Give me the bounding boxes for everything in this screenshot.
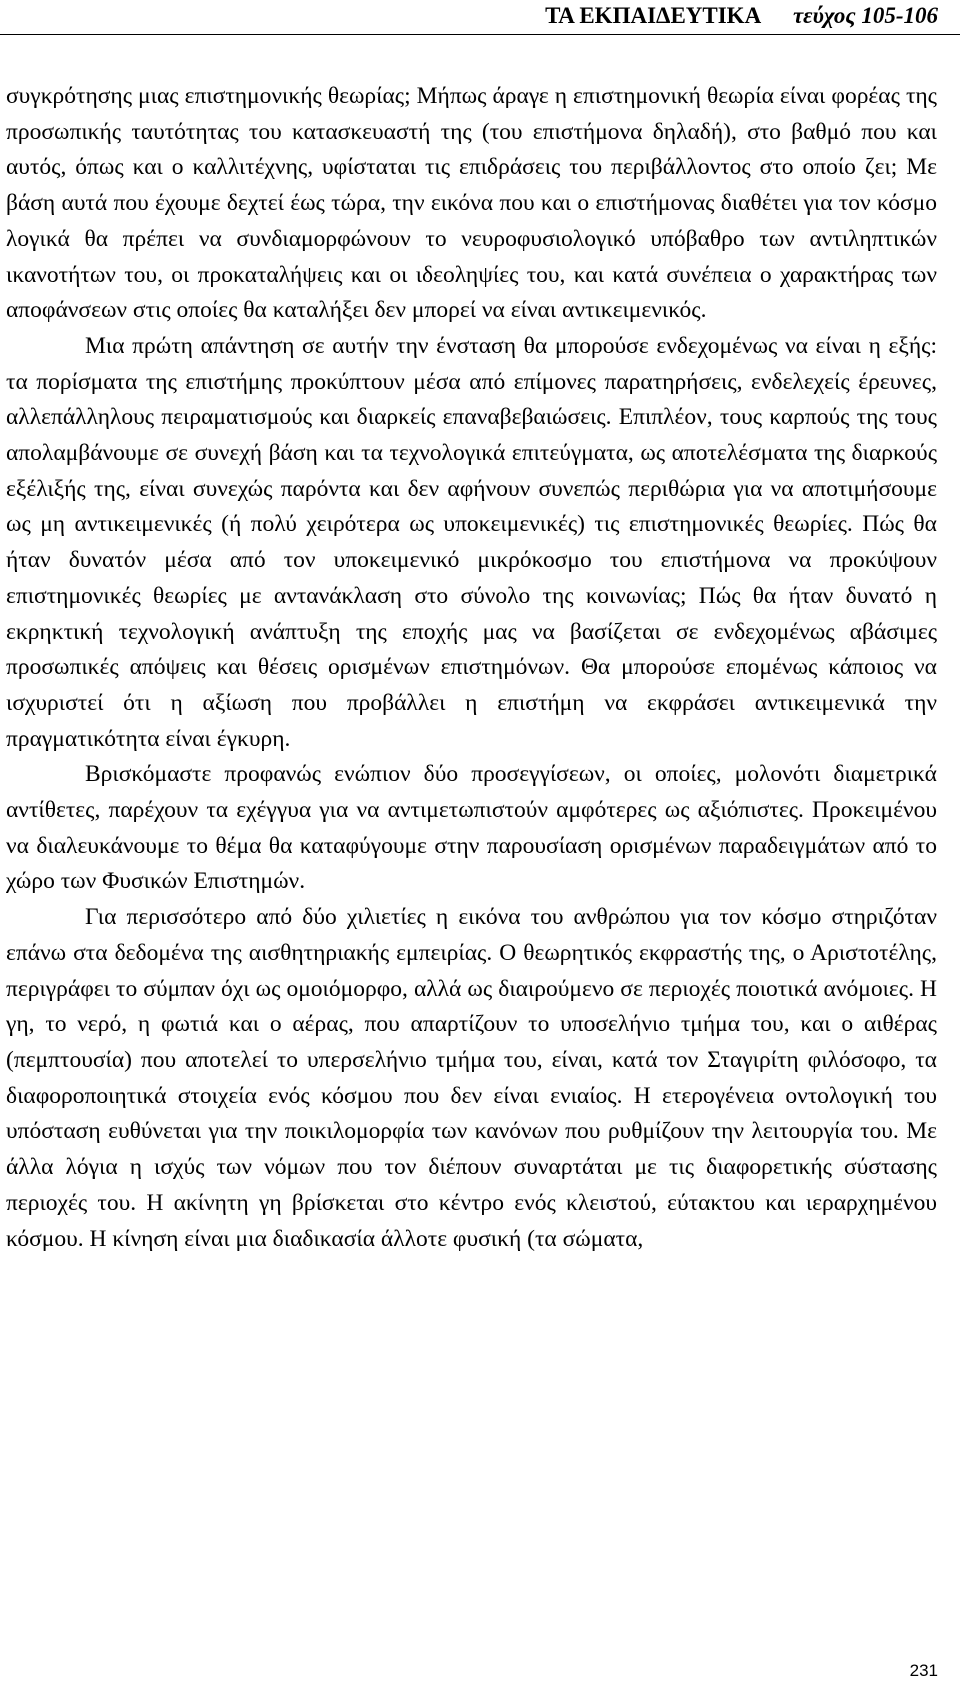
paragraph-1: συγκρότησης μιας επιστημονικής θεωρίας; Μήπως άραγε η επιστημονική θεωρία είναι φορέας της προσωπικής ταυτότητας του κατασκευαστή της (του επιστήμονα δηλαδή), στο βαθμό που και αυτός, όπως και ο καλλιτέχνης, υφίσταται τις επιδράσεις του περιβάλλοντος στο οποίο ζει; Με βάση αυτά που έχουμε δεχτεί έως τώρα, την εικόνα που και ο επιστήμονας διαθέτει για τον κόσμο λογικά θα πρέπει να συνδιαμορφώνουν το νευροφυσιολογικό υπόβαθρο των αντιληπτικών ικανοτήτων του, οι προκαταλήψεις και οι ιδεοληψίες του, και κατά συνέπεια ο χαρακτήρας των αποφάνσεων στις οποίες θα καταλήξει δεν μπορεί να είναι αντικειμενικός. xyxy=(6,83,937,324)
paragraph-4: Για περισσότερο από δύο χιλιετίες η εικόνα του ανθρώπου για τον κόσμο στηριζόταν επάνω στα δεδομένα της αισθητηριακής εμπειρίας. Ο θεωρητικός εκφραστής της, ο Αριστοτέλης, περιγράφει το σύμπαν όχι ως ομοιόμορφο, αλλά ως διαιρούμενο σε περιοχές ποιοτικά ανόμοιες. Η γη, το νερό, η φωτιά και ο αέρας, που απαρτίζουν το υποσελήνιο τμήμα του, και ο αιθέρας (πεμπτουσία) που αποτελεί το υπερσελήνιο τμήμα του, είναι, κατά τον Σταγιρίτη φιλόσοφο, τα διαφοροποιητικά στοιχεία ενός κόσμου που δεν είναι ενιαίος. Η ετερογένεια οντολογική του υπόσταση ευθύνεται για την ποικιλομορφία των κανόνων που ρυθμίζουν την λειτουργία του. Με άλλα λόγια η ισχύς των νόμων που τον διέπουν συναρτάται με τις διαφορετικής σύστασης περιοχές του. Η ακίνητη γη βρίσκεται στο κέντρο ενός κλειστού, εύτακτου και ιεραρχημένου κόσμου. Η κίνηση είναι μια διαδικασία άλλοτε φυσική (τα σώματα, xyxy=(6,904,937,1252)
page-number: 231 xyxy=(909,1661,938,1680)
issue-number: τεύχος 105-106 xyxy=(792,3,938,28)
page-header xyxy=(0,0,960,36)
paragraph-2: Μια πρώτη απάντηση σε αυτήν την ένσταση θα μπορούσε ενδεχομένως να είναι η εξής: τα πορίσματα της επιστήμης προκύπτουν μέσα από επίμονες παρατηρήσεις, ενδελεχείς έρευνες, αλλεπάλληλους πειραματισμούς και διαρκείς επαναβεβαιώσεις. Επιπλέον, τους καρπούς της τους απολαμβάνουμε σε συνεχή βάση και τα τεχνολογικά επιτεύγματα, ως αποτελέσματα της διαρκούς εξέλιξής της, είναι συνεχώς παρόντα και δεν αφήνουν συνεπώς περιθώρια για να αποτιμήσουμε ως μη αντικειμενικές (ή πολύ χειρότερα ως υποκειμενικές) τις επιστημονικές θεωρίες. Πώς θα ήταν δυνατόν μέσα από τον υποκειμενικό μικρόκοσμο του επιστήμονα να προκύψουν επιστημονικές θεωρίες με αντανάκλαση στο σύνολο της κοινωνίας; Πώς θα ήταν δυνατό η εκρηκτική τεχνολογική ανάπτυξη της εποχής μας να βασίζεται σε ενδεχομένως αβάσιμες προσωπικές απόψεις και θέσεις ορισμένων επιστημόνων. Θα μπορούσε επομένως κάποιος να ισχυριστεί ότι η αξίωση που προβάλλει η επιστήμη να εκφράσει αντικειμενικά την πραγματικότητα είναι έγκυρη. xyxy=(6,332,937,752)
running-head xyxy=(545,2,938,30)
article-body xyxy=(6,79,937,1257)
header-rule xyxy=(0,34,960,35)
journal-title: ΤΑ ΕΚΠΑΙΔΕΥΤΙΚΑ xyxy=(545,3,762,28)
paragraph-3: Βρισκόμαστε προφανώς ενώπιον δύο προσεγγίσεων, οι οποίες, μολονότι διαμετρικά αντίθετες, παρέχουν τα εχέγγυα για να αντιμετωπιστούν αμφότερες ως αξιόπιστες. Προκειμένου να διαλευκάνουμε το θέμα θα καταφύγουμε στην παρουσίαση ορισμένων παραδειγμάτων από το χώρο των Φυσικών Επιστημών. xyxy=(6,761,937,895)
